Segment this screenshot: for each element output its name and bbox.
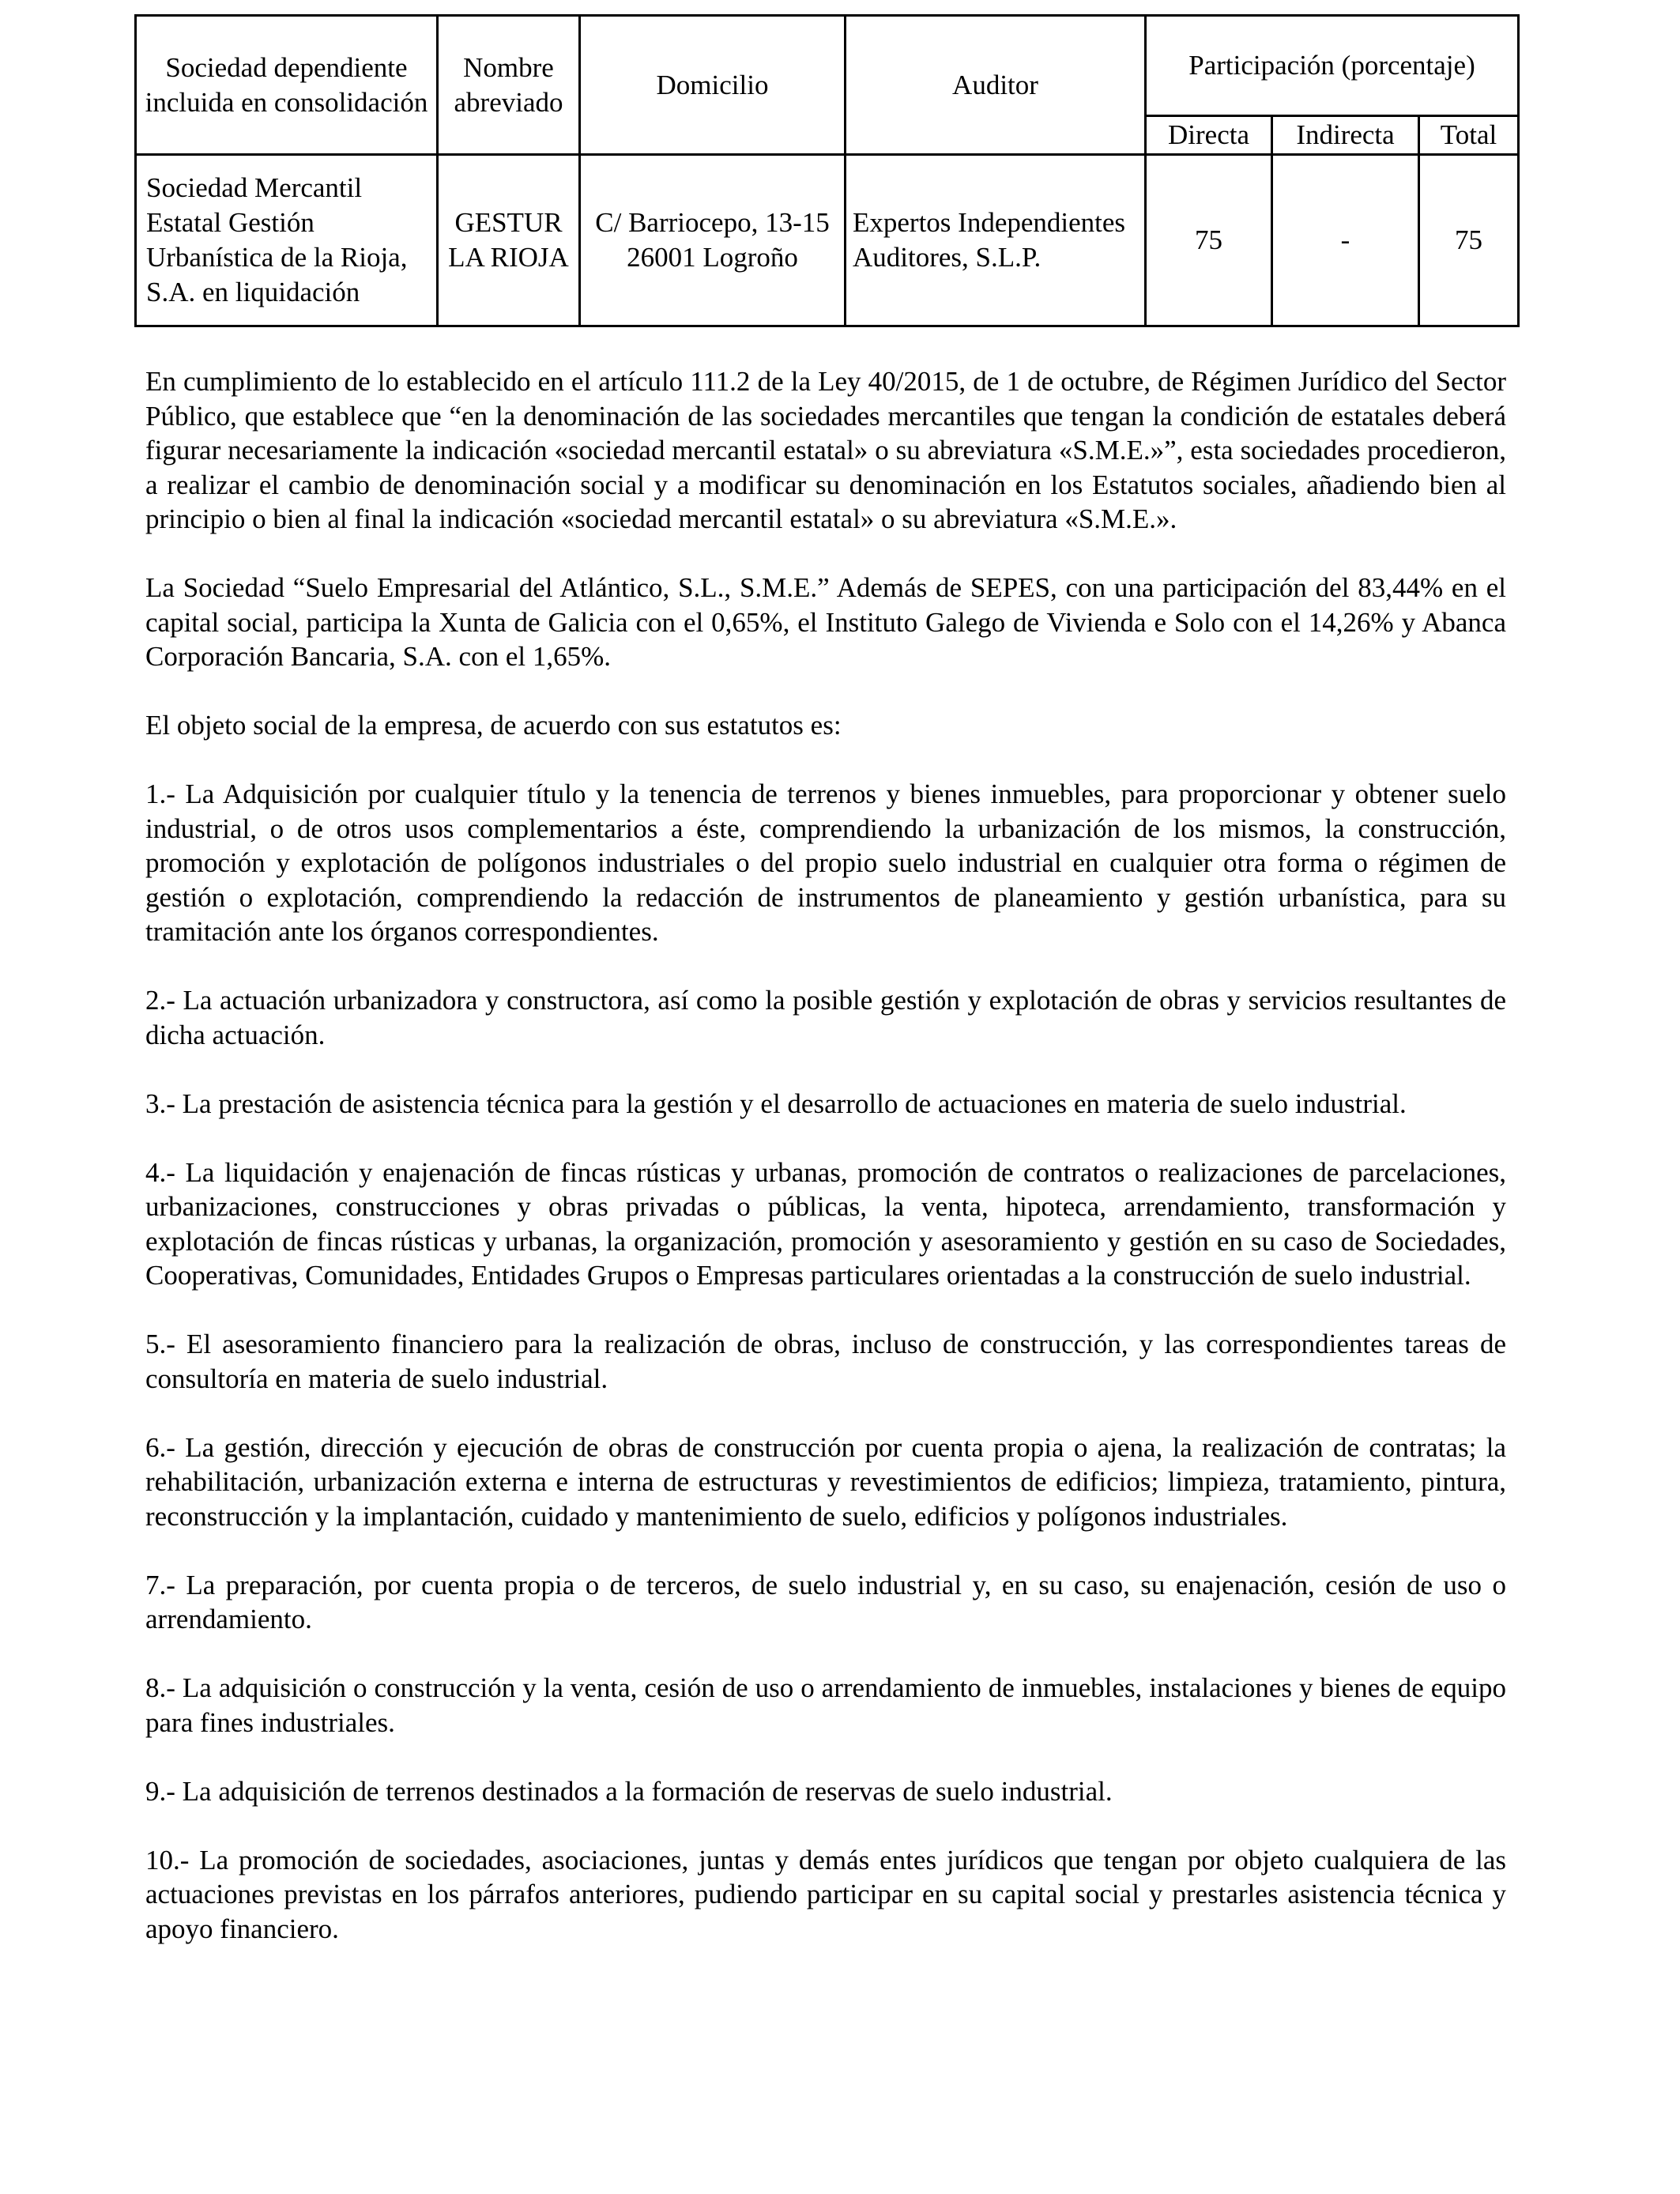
header-directa: Directa <box>1146 116 1272 155</box>
list-item: 8.- La adquisición o construcción y la venta, cesión de uso o arrendamiento de inmuebles, instalaciones y bienes de equipo para fines industriales. <box>145 1672 1506 1738</box>
header-domicilio: Domicilio <box>580 16 846 155</box>
list-item: 1.- La Adquisición por cualquier título y la tenencia de terrenos y bienes inmuebles, para proporcionar y obtener suelo industrial, o de otros usos complementarios a éste, comprendiendo la urbanización de los mismos, la construcción, promoción y explotación de polígonos industriales o del propio suelo industrial en cualquier otra forma o régimen de gestión o explotación, comprendiendo la redacción de instrumentos de planeamiento y gestión urbanística, para su tramitación ante los órganos correspondientes. <box>145 778 1506 947</box>
table-header-row <box>136 16 1519 116</box>
header-nombre: Nombre abreviado <box>438 16 580 155</box>
table-row <box>136 155 1519 326</box>
list-item: 4.- La liquidación y enajenación de fincas rústicas y urbanas, promoción de contratos o realizaciones de parcelaciones, urbanizaciones, construcciones y obras privadas o públicas, la venta, hipoteca, arrendamiento, transformación y explotación de fincas rústicas y urbanas, la organización, promoción y asesoramiento y gestión en su caso de Sociedades, Cooperativas, Comunidades, Entidades Grupos o Empresas particulares orientadas a la construcción de suelo industrial. <box>145 1156 1506 1291</box>
list-item: 3.- La prestación de asistencia técnica para la gestión y el desarrollo de actuaciones en materia de suelo industrial. <box>145 1088 1407 1119</box>
cell-sociedad: Sociedad Mercantil Estatal Gestión Urbanística de la Rioja, S.A. en liquidación <box>136 155 438 326</box>
list-item: 6.- La gestión, dirección y ejecución de obras de construcción por cuenta propia o ajena, la realización de contratas; la rehabilitación, urbanización externa e interna de estructuras y revestimientos de edificios; limpieza, tratamiento, pintura, reconstrucción y la implantación, cuidado y mantenimiento de suelo, edificios y polígonos industriales. <box>145 1431 1506 1532</box>
list-item: 10.- La promoción de sociedades, asociaciones, juntas y demás entes jurídicos que tengan por objeto cualquiera de las actuaciones previstas en los párrafos anteriores, pudiendo participar en su capital social y prestarles asistencia técnica y apoyo financiero. <box>145 1844 1506 1944</box>
cell-indirecta: - <box>1272 155 1419 326</box>
list-item: 9.- La adquisición de terrenos destinados a la formación de reservas de suelo industrial. <box>145 1775 1113 1807</box>
list-item: 7.- La preparación, por cuenta propia o de terceros, de suelo industrial y, en su caso, su enajenación, cesión de uso o arrendamiento. <box>145 1569 1506 1634</box>
header-indirecta: Indirecta <box>1272 116 1419 155</box>
body-text <box>145 364 1506 1946</box>
list-item: 2.- La actuación urbanizadora y constructora, así como la posible gestión y explotación de obras y servicios resultantes de dicha actuación. <box>145 985 1506 1050</box>
cell-directa: 75 <box>1146 155 1272 326</box>
list-item: 5.- El asesoramiento financiero para la realización de obras, incluso de construcción, y las correspondientes tareas de consultoría en materia de suelo industrial. <box>145 1329 1506 1394</box>
header-total: Total <box>1419 116 1519 155</box>
cell-total: 75 <box>1419 155 1519 326</box>
paragraph-objeto-social-intro: El objeto social de la empresa, de acuerdo con sus estatutos es: <box>145 710 842 741</box>
paragraph-sme: En cumplimiento de lo establecido en el artículo 111.2 de la Ley 40/2015, de 1 de octubre, de Régimen Jurídico del Sector Público, que establece que “en la denominación de las sociedades mercantiles que tengan la condición de estatales deberá figurar necesariamente la indicación «sociedad mercantil estatal» o su abreviatura «S.M.E.»”, esta sociedades procedieron, a realizar el cambio de denominación social y a modificar su denominación en los Estatutos sociales, añadiendo bien al principio o bien al final la indicación «sociedad mercantil estatal» o su abreviatura «S.M.E.». <box>145 366 1506 534</box>
consolidation-table <box>134 14 1520 327</box>
header-sociedad: Sociedad dependiente incluida en consolidación <box>136 16 438 155</box>
header-auditor: Auditor <box>846 16 1146 155</box>
paragraph-suelo-empresarial: La Sociedad “Suelo Empresarial del Atlántico, S.L., S.M.E.” Además de SEPES, con una participación del 83,44% en el capital social, participa la Xunta de Galicia con el 0,65%, el Instituto Galego de Vivienda e Solo con el 14,26% y Abanca Corporación Bancaria, S.A. con el 1,65%. <box>145 572 1506 672</box>
cell-nombre: GESTUR LA RIOJA <box>438 155 580 326</box>
cell-auditor: Expertos Independientes Auditores, S.L.P. <box>846 155 1146 326</box>
cell-domicilio: C/ Barriocepo, 13-15 26001 Logroño <box>580 155 846 326</box>
header-participacion: Participación (porcentaje) <box>1146 16 1519 116</box>
